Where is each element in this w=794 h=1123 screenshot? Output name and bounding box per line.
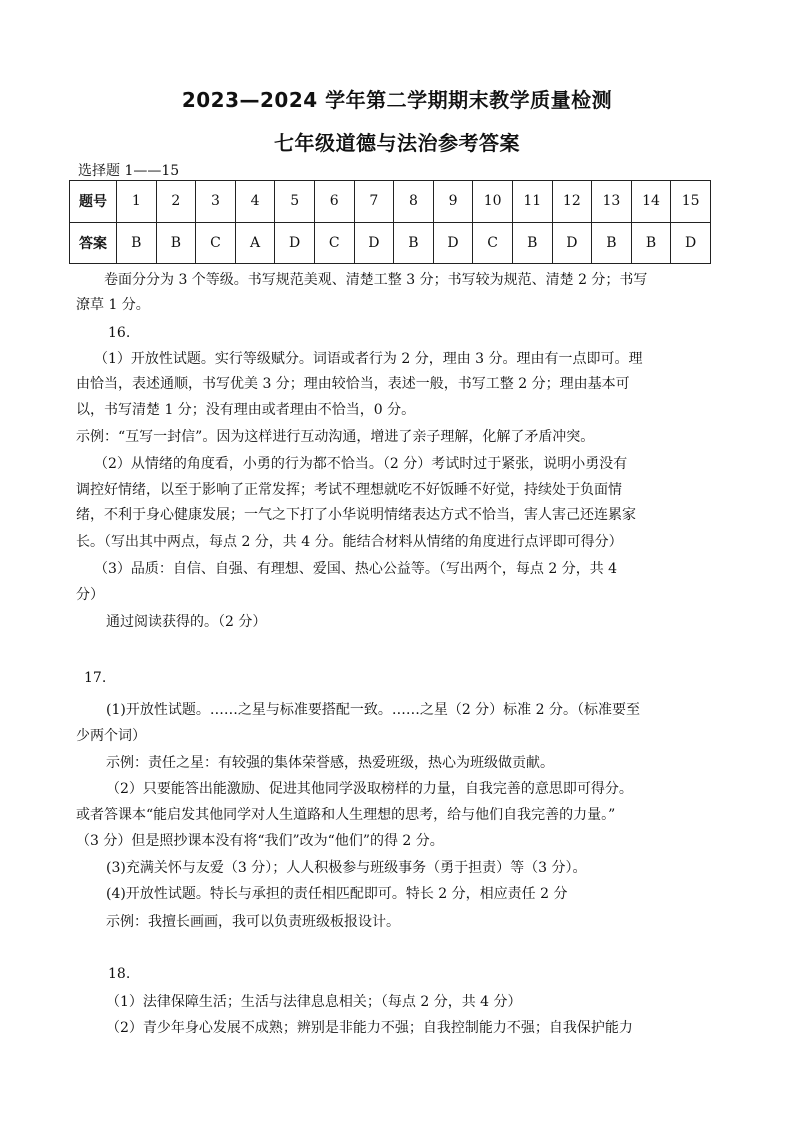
answer-cell: B [117,222,157,264]
answer-cell: C [314,222,354,264]
text-line: 少两个词） [76,728,146,744]
text-line: 由恰当，表述通顺，书写优美 3 分；理由较恰当，表述一般，书写工整 2 分；理由基本可 [76,376,630,392]
answer-cell: C [196,222,236,264]
text-line: 调控好情绪，以至于影响了正常发挥；考试不理想就吃不好饭睡不好觉，持续处于负面情 [76,482,622,498]
answer-cell: D [354,222,394,264]
answer-cell: B [512,222,552,264]
text-line: （2）青少年身心发展不成熟；辨别是非能力不强；自我控制能力不强；自我保护能力 [106,1020,633,1036]
answer-cell: B [631,222,671,264]
text-line: 通过阅读获得的。（2 分） [106,614,267,630]
question-number: 7 [354,181,394,223]
question-number: 12 [552,181,592,223]
question-number: 11 [512,181,552,223]
question-number: 1 [117,181,157,223]
text-line: 长。（写出其中两点，每点 2 分，共 4 分。能结合材料从情绪的角度进行点评即可得分） [76,534,623,550]
page-title: 2023—2024 学年第二学期期末教学质量检测 [181,88,613,112]
question-number: 6 [314,181,354,223]
question-number: 5 [275,181,315,223]
question-number: 13 [592,181,632,223]
answer-cell: C [473,222,513,264]
question-number: 8 [394,181,434,223]
question-number: 14 [631,181,671,223]
text-line: （3 分）但是照抄课本没有将“我们”改为“他们”的得 2 分。 [76,833,444,849]
text-line: （2）从情绪的角度看，小勇的行为都不恰当。（2 分）考试时过于紧张，说明小勇没有 [94,456,628,472]
question-number: 15 [671,181,711,223]
choice-section-label: 选择题 1——15 [78,163,180,179]
table-header-number: 题号 [70,181,117,223]
text-line: (1)开放性试题。……之星与标准要搭配一致。……之星（2 分）标准 2 分。（标准要至 [106,702,640,718]
answer-cell: B [394,222,434,264]
question-number: 10 [473,181,513,223]
text-line: (4)开放性试题。特长与承担的责任相匹配即可。特长 2 分，相应责任 2 分 [106,886,568,902]
text-line: 示例：“互写一封信”。因为这样进行互动沟通，增进了亲子理解，化解了矛盾冲突。 [76,429,595,445]
text-line: 绪，不利于身心健康发展；一气之下打了小华说明情绪表达方式不恰当，害人害己还连累家 [76,507,636,523]
table-row-numbers [70,181,711,223]
table-row-answers [70,222,711,264]
text-line: （1）法律保障生活；生活与法律息息相关；（每点 2 分，共 4 分） [106,994,522,1010]
text-line: 示例：我擅长画画，我可以负责班级板报设计。 [106,914,400,930]
text-line: （2）只要能答出能激励、促进其他同学汲取榜样的力量，自我完善的意思即可得分。 [106,781,633,797]
answer-cell: D [671,222,711,264]
answer-cell: D [433,222,473,264]
text-line: 分） [76,587,104,603]
question-number-17: 17. [84,670,107,686]
text-line: 示例：责任之星：有较强的集体荣誉感，热爱班级，热心为班级做贡献。 [106,755,554,771]
text-line: 潦草 1 分。 [76,297,150,313]
question-number-18: 18. [108,966,131,982]
table-header-answer: 答案 [70,222,117,264]
question-number: 2 [156,181,196,223]
question-number: 9 [433,181,473,223]
text-line: 卷面分分为 3 个等级。书写规范美观、清楚工整 3 分；书写较为规范、清楚 2 分；书写 [104,272,648,288]
answer-table [69,180,711,264]
answer-cell: B [592,222,632,264]
answer-cell: D [552,222,592,264]
text-line: 以，书写清楚 1 分；没有理由或者理由不恰当，0 分。 [76,402,416,418]
text-line: （1）开放性试题。实行等级赋分。词语或者行为 2 分，理由 3 分。理由有一点即可。理 [94,351,643,367]
answer-cell: D [275,222,315,264]
answer-cell: A [235,222,275,264]
text-line: （3）品质：自信、自强、有理想、爱国、热心公益等。（写出两个，每点 2 分，共 4 [94,561,618,577]
text-line: 或者答课本“能启发其他同学对人生道路和人生理想的思考，给与他们自我完善的力量。” [76,807,616,823]
text-line: (3)充满关怀与友爱（3 分）；人人积极参与班级事务（勇于担责）等（3 分）。 [106,860,587,876]
answer-cell: B [156,222,196,264]
question-number: 3 [196,181,236,223]
page-subtitle: 七年级道德与法治参考答案 [274,131,520,155]
question-number-16: 16. [108,325,131,341]
question-number: 4 [235,181,275,223]
